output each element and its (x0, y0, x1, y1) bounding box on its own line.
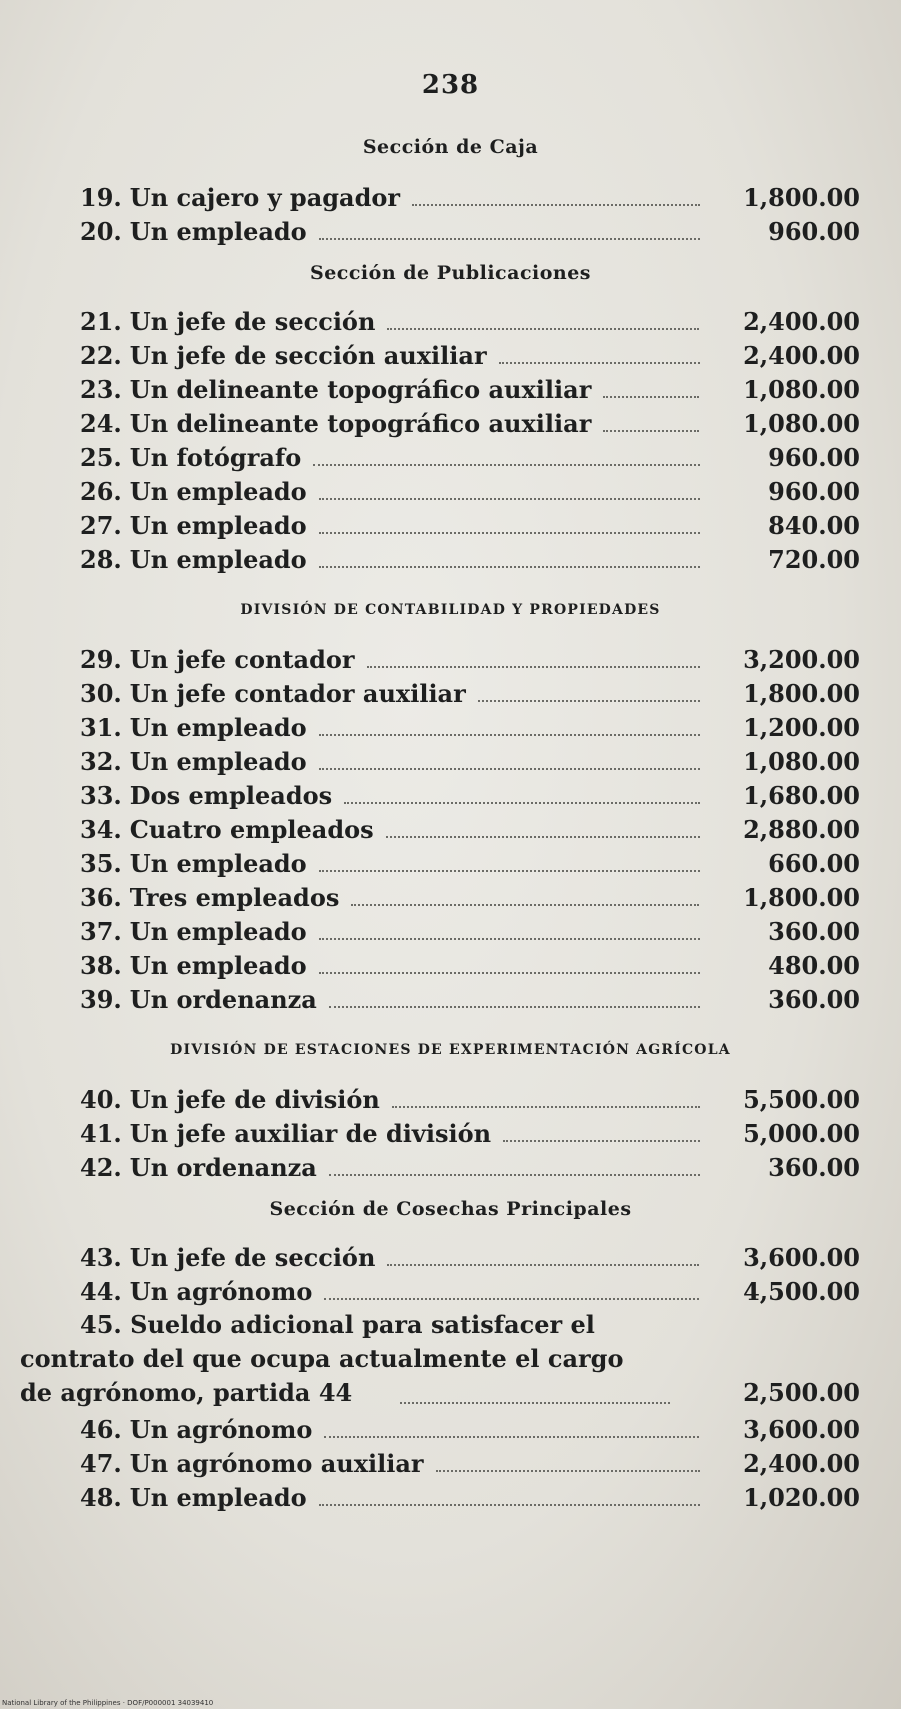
entry-amount: 3,600.00 (743, 1415, 860, 1444)
entry-description: Un empleado (129, 477, 307, 506)
entry-amount: 3,600.00 (743, 1243, 860, 1272)
entry-amount: 360.00 (768, 1153, 860, 1182)
entry-description: Un jefe de división (129, 1085, 380, 1114)
leader-dots (319, 938, 700, 940)
entry-20 (80, 212, 860, 246)
entry-number: 40. (80, 1085, 122, 1114)
entry-35 (80, 844, 860, 878)
entry-32 (80, 742, 860, 776)
leader-dots (412, 204, 700, 206)
entry-description: Un jefe contador (129, 645, 355, 674)
entry-description: Un delineante topográfico auxiliar (129, 409, 592, 438)
entry-number: 34. (80, 815, 122, 844)
entry-29 (80, 640, 860, 674)
entry-description: Dos empleados (129, 781, 333, 810)
entry-amount: 2,400.00 (743, 1449, 860, 1478)
entry-48 (80, 1478, 860, 1512)
leader-dots (319, 768, 700, 770)
entry-description: Un empleado (129, 511, 307, 540)
entry-description: Tres empleados (129, 883, 340, 912)
entry-description: Un agrónomo auxiliar (129, 1449, 424, 1478)
leader-dots (319, 870, 700, 872)
entry-36 (80, 878, 860, 912)
entry-amount: 1,020.00 (743, 1483, 860, 1512)
entry-number: 43. (80, 1243, 122, 1272)
entry-46 (80, 1410, 860, 1444)
entry-45-amount: 2,500.00 (743, 1378, 860, 1407)
entry-number: 36. (80, 883, 122, 912)
entry-amount: 840.00 (768, 511, 860, 540)
leader-dots (324, 1436, 699, 1438)
entry-amount: 660.00 (768, 849, 860, 878)
entry-number: 33. (80, 781, 122, 810)
entry-38 (80, 946, 860, 980)
entry-47 (80, 1444, 860, 1478)
leader-dots (319, 972, 700, 974)
entry-description: Un empleado (129, 917, 307, 946)
heading-seccion-cosechas: Sección de Cosechas Principales (269, 1198, 632, 1220)
entry-amount: 5,000.00 (743, 1119, 860, 1148)
entry-amount: 480.00 (768, 951, 860, 980)
entry-22 (80, 336, 860, 370)
heading-division-contabilidad: DIVISIÓN DE CONTABILIDAD Y PROPIEDADES (240, 602, 661, 618)
entry-amount: 2,400.00 (743, 341, 860, 370)
leader-dots (329, 1174, 700, 1176)
entry-number: 41. (80, 1119, 122, 1148)
entry-description: Un empleado (129, 217, 307, 246)
entry-number: 44. (80, 1277, 122, 1306)
entry-description: Un jefe contador auxiliar (129, 679, 466, 708)
entry-number: 31. (80, 713, 122, 742)
entry-number: 21. (80, 307, 122, 336)
entry-26 (80, 472, 860, 506)
leader-dots (367, 666, 700, 668)
entry-45-leader-dots (400, 1402, 670, 1404)
entry-amount: 1,800.00 (743, 183, 860, 212)
leader-dots (313, 464, 700, 466)
entry-description: Un empleado (129, 747, 307, 776)
entry-amount: 1,080.00 (743, 409, 860, 438)
entry-number: 42. (80, 1153, 122, 1182)
entry-number: 20. (80, 217, 122, 246)
entry-amount: 4,500.00 (743, 1277, 860, 1306)
entry-number: 38. (80, 951, 122, 980)
leader-dots (478, 700, 700, 702)
leader-dots (603, 396, 699, 398)
leader-dots (319, 1504, 700, 1506)
leader-dots (351, 904, 699, 906)
entry-description: Un empleado (129, 849, 307, 878)
entry-amount: 720.00 (768, 545, 860, 574)
entry-number: 47. (80, 1449, 122, 1478)
entry-description: Un fotógrafo (129, 443, 302, 472)
entry-44 (80, 1272, 860, 1306)
entry-37 (80, 912, 860, 946)
leader-dots (324, 1298, 699, 1300)
entry-45-line-1: 45. Sueldo adicional para satisfacer el (80, 1310, 595, 1339)
leader-dots (503, 1140, 700, 1142)
entry-amount: 5,500.00 (743, 1085, 860, 1114)
entry-number: 24. (80, 409, 122, 438)
entry-description: Un agrónomo (129, 1277, 313, 1306)
entry-description: Un delineante topográfico auxiliar (129, 375, 592, 404)
entry-number: 22. (80, 341, 122, 370)
entry-description: Un agrónomo (129, 1415, 313, 1444)
entry-25 (80, 438, 860, 472)
entry-description: Un ordenanza (129, 1153, 317, 1182)
entry-amount: 960.00 (768, 217, 860, 246)
footer-credit: National Library of the Philippines · DOF/P000001 34039410 (2, 1699, 214, 1707)
leader-dots (603, 430, 699, 432)
entry-21 (80, 302, 860, 336)
entry-number: 19. (80, 183, 122, 212)
leader-dots (499, 362, 700, 364)
leader-dots (392, 1106, 700, 1108)
entry-description: Un cajero y pagador (129, 183, 401, 212)
entry-description: Un jefe de sección auxiliar (129, 341, 487, 370)
entry-description: Un jefe de sección (129, 1243, 376, 1272)
entry-number: 48. (80, 1483, 122, 1512)
entry-description: Cuatro empleados (129, 815, 374, 844)
heading-seccion-caja: Sección de Caja (362, 136, 539, 158)
entry-number: 46. (80, 1415, 122, 1444)
entry-number: 27. (80, 511, 122, 540)
entry-description: Un empleado (129, 1483, 307, 1512)
entry-amount: 2,400.00 (743, 307, 860, 336)
entry-number: 26. (80, 477, 122, 506)
leader-dots (329, 1006, 700, 1008)
leader-dots (319, 532, 700, 534)
entry-27 (80, 506, 860, 540)
entry-34 (80, 810, 860, 844)
heading-division-estaciones: DIVISIÓN DE ESTACIONES DE EXPERIMENTACIÓN AGRÍCOLA (170, 1042, 731, 1058)
entry-description: Un ordenanza (129, 985, 317, 1014)
entry-number: 35. (80, 849, 122, 878)
entry-number: 32. (80, 747, 122, 776)
leader-dots (436, 1470, 700, 1472)
heading-seccion-publicaciones: Sección de Publicaciones (309, 262, 591, 284)
entry-45-line-3 (20, 1376, 860, 1410)
entry-39 (80, 980, 860, 1014)
entry-45-line-2: contrato del que ocupa actualmente el cargo (20, 1344, 624, 1373)
entry-amount: 1,080.00 (743, 747, 860, 776)
entry-number: 39. (80, 985, 122, 1014)
leader-dots (319, 734, 700, 736)
entry-45-text-3: de agrónomo, partida 44 (20, 1378, 353, 1407)
entry-30 (80, 674, 860, 708)
entry-41 (80, 1114, 860, 1148)
entry-amount: 960.00 (768, 477, 860, 506)
entry-number: 23. (80, 375, 122, 404)
leader-dots (387, 328, 699, 330)
entry-description: Un empleado (129, 545, 307, 574)
entry-description: Un empleado (129, 713, 307, 742)
entry-23 (80, 370, 860, 404)
leader-dots (387, 1264, 699, 1266)
entry-description: Un jefe auxiliar de división (129, 1119, 492, 1148)
entry-43 (80, 1238, 860, 1272)
leader-dots (344, 802, 700, 804)
entry-24 (80, 404, 860, 438)
leader-dots (386, 836, 700, 838)
entry-number: 29. (80, 645, 122, 674)
entry-amount: 1,200.00 (743, 713, 860, 742)
entry-amount: 3,200.00 (743, 645, 860, 674)
entry-description: Un empleado (129, 951, 307, 980)
entry-number: 25. (80, 443, 122, 472)
entry-amount: 360.00 (768, 917, 860, 946)
leader-dots (319, 238, 700, 240)
entry-amount: 2,880.00 (743, 815, 860, 844)
entry-45 (20, 1308, 860, 1410)
leader-dots (319, 498, 700, 500)
entry-amount: 1,680.00 (743, 781, 860, 810)
entry-number: 28. (80, 545, 122, 574)
leader-dots (319, 566, 700, 568)
entry-description: Un jefe de sección (129, 307, 376, 336)
entry-amount: 1,080.00 (743, 375, 860, 404)
entry-amount: 360.00 (768, 985, 860, 1014)
entry-amount: 1,800.00 (743, 883, 860, 912)
entry-number: 30. (80, 679, 122, 708)
entry-40 (80, 1080, 860, 1114)
entry-number: 37. (80, 917, 122, 946)
page-number: 238 (421, 70, 480, 100)
entry-19 (80, 178, 860, 212)
entry-amount: 960.00 (768, 443, 860, 472)
entry-33 (80, 776, 860, 810)
entry-amount: 1,800.00 (743, 679, 860, 708)
entry-31 (80, 708, 860, 742)
entry-28 (80, 540, 860, 574)
entry-42 (80, 1148, 860, 1182)
